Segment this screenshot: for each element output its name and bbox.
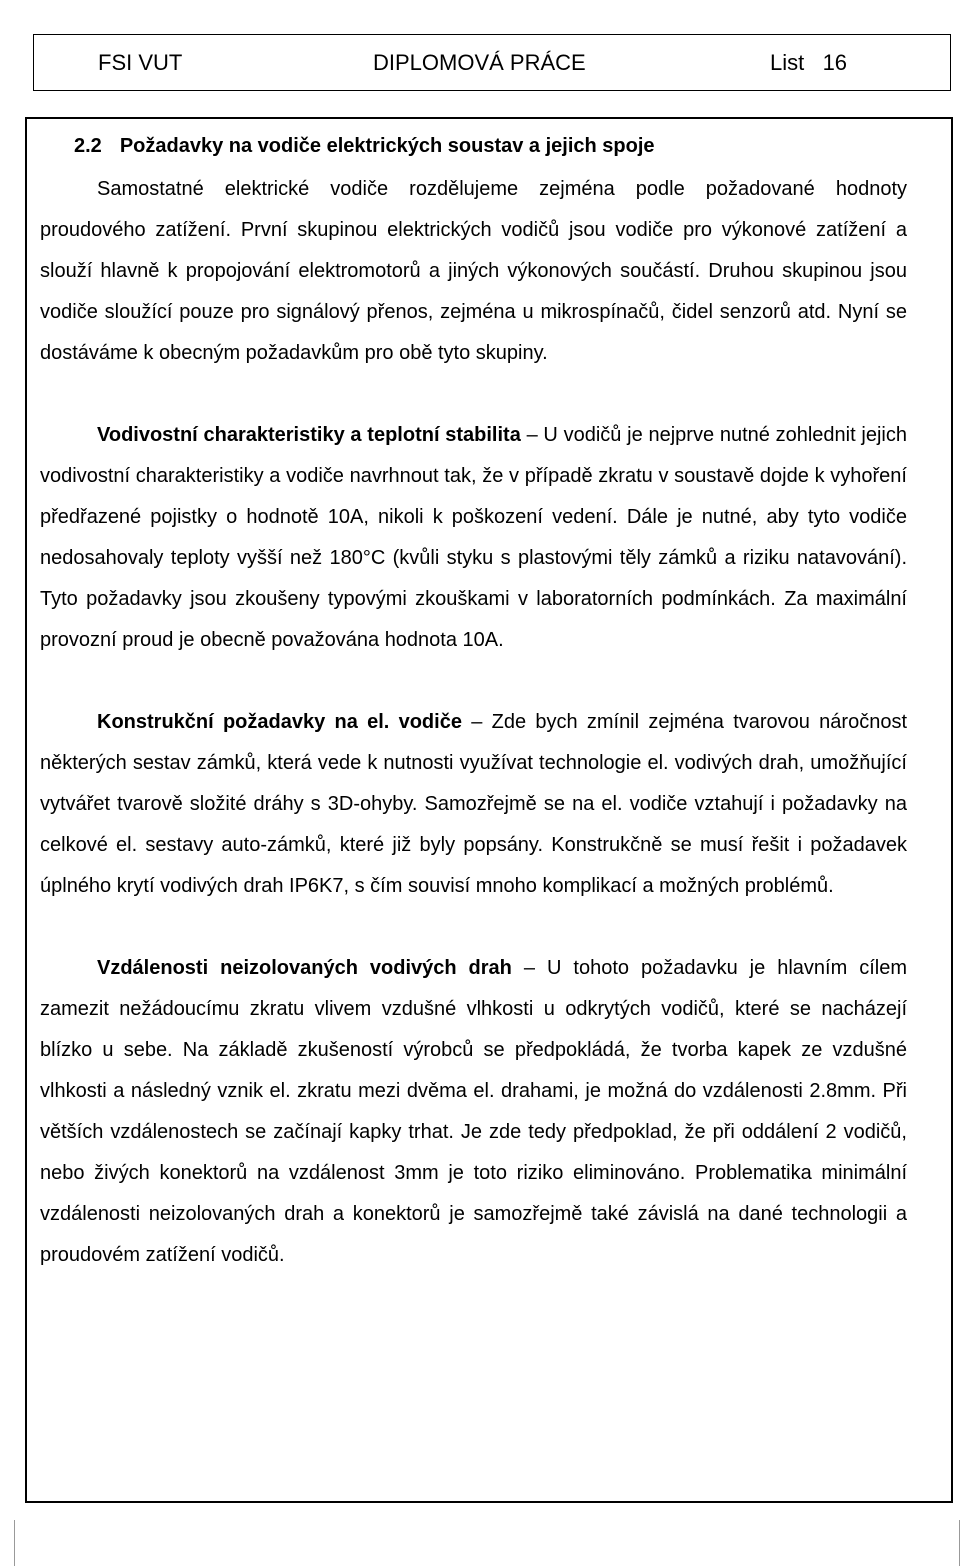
intro-paragraph: Samostatné elektrické vodiče rozdělujeme zejména podle požadované hodnoty proudového zatížení. První skupinou elektrických vodičů jsou vodiče pro výkonové zatížení a slouží hlavně k propojování elektromotorů a jiných výkonových součástí. Druhou skupinou jsou vodiče sloužící pouze pro signálový přenos, zejména u mikrospínačů, čidel senzorů atd. Nyní se dostáváme k obecným požadavkům pro obě tyto skupiny. — [40, 178, 907, 364]
paragraph-conductivity-body: – U vodičů je nejprve nutné zohlednit jejich vodivostní charakteristiky a vodiče navrhnout tak, že v případě zkratu v soustavě dojde k vyhoření předřazené pojistky o hodnotě 10A, nikoli k poškození vedení. Dále je nutné, aby tyto vodiče nedosahovaly teploty vyšší než 180°C (kvůli styku s plastovými těly zámků a riziku natavování). Tyto požadavky jsou zkoušeny typovými zkouškami v laboratorních podmínkách. Za maximální provozní proud je obecně považována hodnota 10A. — [40, 424, 907, 651]
section-heading — [40, 126, 907, 167]
paragraph-distances — [40, 948, 907, 1276]
section-title: Požadavky na vodiče elektrických soustav a jejich spoje — [119, 135, 655, 157]
paragraph-distances-heading: Vzdálenosti neizolovaných vodivých drah — [97, 957, 512, 979]
paragraph-construction-body: – Zde bych zmínil zejména tvarovou náročnost některých sestav zámků, která vede k nutnosti využívat technologie el. vodivých drah, umožňující vytvářet tvarově složité dráhy s 3D-ohyby. Samozřejmě se na el. vodiče vztahují i požadavky na celkové el. sestavy auto-zámků, které již byly popsány. Konstrukčně se musí řešit i požadavek úplného krytí vodivých drah IP6K7, s čím souvisí mnoho komplikací a možných problémů. — [40, 711, 908, 897]
paragraph-conductivity — [40, 415, 907, 661]
paragraph-distances-body: – U tohoto požadavku je hlavním cílem zamezit nežádoucímu zkratu vlivem vzdušné vlhkosti u odkrytých vodičů, které se nacházejí blízko u sebe. Na základě zkušeností výrobců se předpokládá, že tvorba kapek ze vzdušné vlhkosti a následný vznik el. zkratu mezi dvěma el. drahami, je možná do vzdálenosti 2.8mm. Při větších vzdálenostech se začínají kapky trhat. Je zde tedy předpoklad, že při oddálení 2 vodičů, nebo živých konektorů na vzdálenost 3mm je toto riziko eliminováno. Problematika minimální vzdálenosti neizolovaných drah a konektorů je samozřejmě také závislá na dané technologii a proudovém zatížení vodičů. — [40, 957, 908, 1266]
paragraph-construction — [40, 702, 907, 907]
header-faculty: FSI VUT — [98, 50, 183, 75]
page-header — [33, 34, 951, 91]
page-outer-border — [14, 1520, 960, 1566]
document-body — [40, 126, 907, 1276]
section-number: 2.2 — [74, 135, 102, 157]
header-page-number: List 16 — [770, 50, 848, 75]
paragraph-construction-heading: Konstrukční požadavky na el. vodiče — [97, 711, 462, 733]
header-document-type: DIPLOMOVÁ PRÁCE — [373, 50, 586, 75]
paragraph-conductivity-heading: Vodivostní charakteristiky a teplotní stabilita — [97, 424, 521, 446]
